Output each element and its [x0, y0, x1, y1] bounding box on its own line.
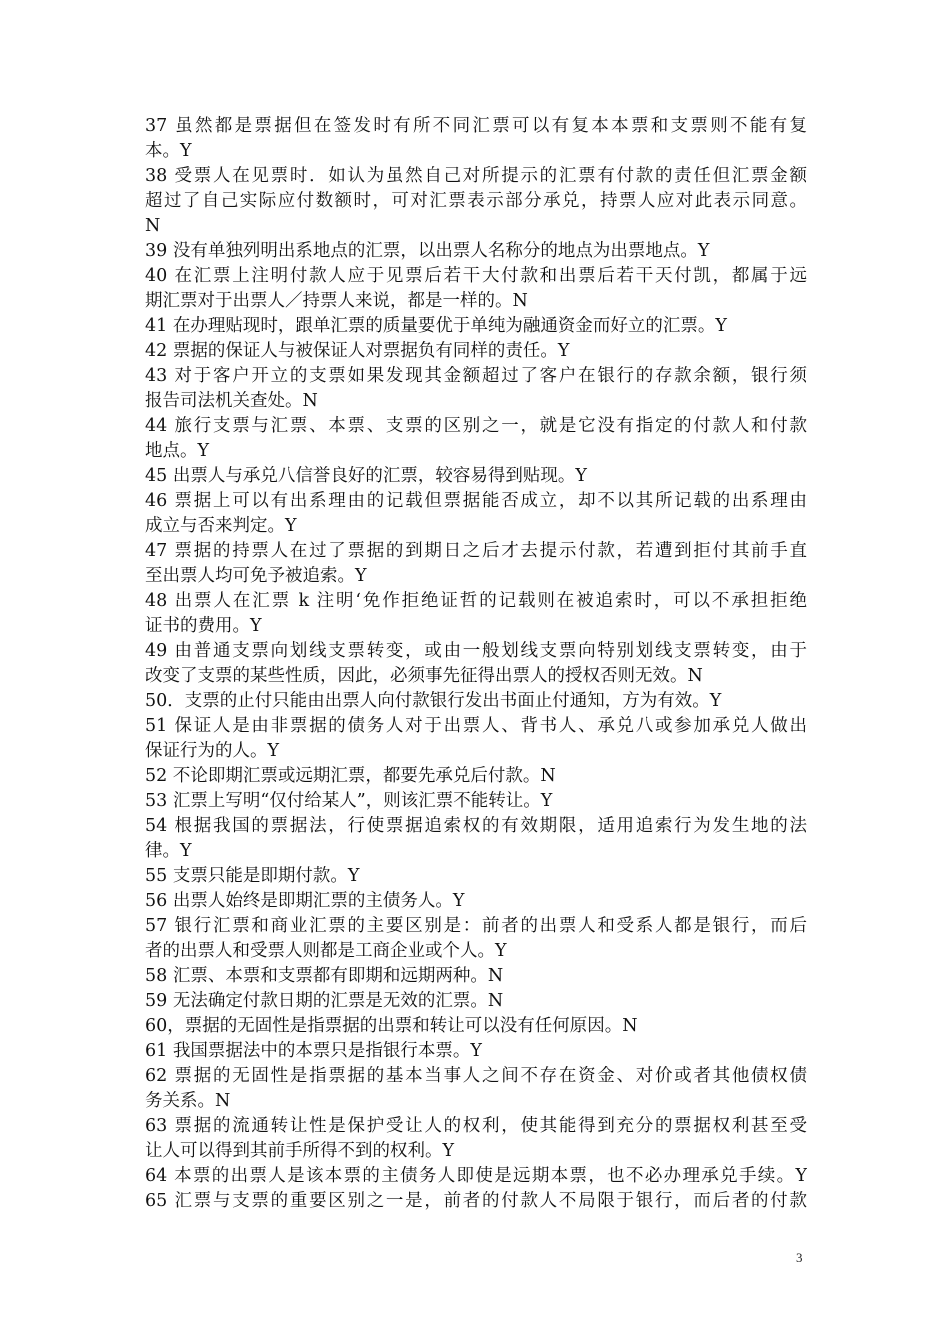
text-line: N [145, 216, 161, 236]
text-line: 62 票据的无固性是指票据的基本当事人之间不存在资金、对价或者其他债权债 [145, 1066, 807, 1086]
text-line: 55 支票只能是即期付款。Y [145, 866, 360, 886]
text-line: 60，票据的无固性是指票据的出票和转让可以没有任何原因。N [145, 1016, 638, 1036]
text-line: 49 由普通支票向划线支票转变，或由一般划线支票向特别划线支票转变，由于 [145, 641, 807, 661]
text-line: 保证行为的人。Y [145, 741, 280, 761]
text-line: 61 我国票据法中的本票只是指银行本票。Y [145, 1041, 482, 1061]
text-line: 53 汇票上写明“仅付给某人”，则该汇票不能转让。Y [145, 791, 553, 811]
text-line: 38 受票人在见票时．如认为虽然自己对所提示的汇票有付款的责任但汇票金额 [145, 166, 807, 186]
text-line: 41 在办理贴现时，跟单汇票的质量要优于单纯为融通资金而好立的汇票。Y [145, 316, 727, 336]
text-line: 64 本票的出票人是该本票的主债务人即使是远期本票，也不必办理承兑手续。Y [145, 1166, 807, 1186]
text-line: 至出票人均可免予被追索。Y [145, 566, 367, 586]
text-line: 律。Y [145, 841, 192, 861]
text-line: 58 汇票、本票和支票都有即期和远期两种。N [145, 966, 504, 986]
text-line: 48 出票人在汇票 k 注明‘免作拒绝证哲的记载则在被追索时，可以不承担拒绝 [145, 591, 807, 611]
text-line: 超过了自己实际应付数额时，可对汇票表示部分承兑，持票人应对此表示同意。 [145, 191, 807, 211]
text-line: 地点。Y [145, 441, 210, 461]
text-line: 54 根据我国的票据法，行使票据追索权的有效期限，适用追索行为发生地的法 [145, 816, 807, 836]
text-line: 37 虽然都是票据但在签发时有所不同汇票可以有复本本票和支票则不能有复 [145, 116, 807, 136]
text-line: 报告司法机关查处。N [145, 391, 318, 411]
text-line: 39 没有单独列明出系地点的汇票，以出票人名称分的地点为出票地点。Y [145, 241, 710, 261]
text-line: 证书的费用。Y [145, 616, 262, 636]
text-line: 43 对于客户开立的支票如果发现其金额超过了客户在银行的存款余额，银行须 [145, 366, 807, 386]
text-line: 务关系。N [145, 1091, 231, 1111]
text-line: 46 票据上可以有出系理由的记载但票据能否成立，却不以其所记载的出系理由 [145, 491, 807, 511]
text-line: 59 无法确定付款日期的汇票是无效的汇票。N [145, 991, 504, 1011]
text-line: 65 汇票与支票的重要区别之一是，前者的付款人不局限于银行，而后者的付款 [145, 1191, 807, 1211]
text-line: 期汇票对于出票人／持票人来说，都是一样的。N [145, 291, 528, 311]
text-line: 者的出票人和受票人则都是工商企业或个人。Y [145, 941, 507, 961]
text-line: 57 银行汇票和商业汇票的主要区别是：前者的出票人和受系人都是银行，而后 [145, 916, 807, 936]
text-line: 50．支票的止付只能由出票人向付款银行发出书面止付通知，方为有效。Y [145, 691, 722, 711]
text-line: 42 票据的保证人与被保证人对票据负有同样的责任。Y [145, 341, 570, 361]
text-line: 40 在汇票上注明付款人应于见票后若干大付款和出票后若干天付凯，都属于远 [145, 266, 807, 286]
text-line: 44 旅行支票与汇票、本票、支票的区别之一，就是它没有指定的付款人和付款 [145, 416, 807, 436]
text-line: 改变了支票的某些性质，因此，必须事先征得出票人的授权否则无效。N [145, 666, 703, 686]
text-line: 52 不论即期汇票或远期汇票，都要先承兑后付款。N [145, 766, 556, 786]
text-line: 让人可以得到其前手所得不到的权利。Y [145, 1141, 455, 1161]
page-number: 3 [796, 1250, 803, 1265]
document-body [145, 114, 807, 1214]
text-line: 45 出票人与承兑八信誉良好的汇票，较容易得到贴现。Y [145, 466, 587, 486]
text-line: 63 票据的流通转让性是保护受让人的权利，使其能得到充分的票据权利甚至受 [145, 1116, 807, 1136]
text-line: 47 票据的持票人在过了票据的到期日之后才去提示付款，若遭到拒付其前手直 [145, 541, 807, 561]
text-line: 本。Y [145, 141, 192, 161]
text-line: 成立与否来判定。Y [145, 516, 297, 536]
text-line: 51 保证人是由非票据的债务人对于出票人、背书人、承兑八或参加承兑人做出 [145, 716, 807, 736]
text-line: 56 出票人始终是即期汇票的主债务人。Y [145, 891, 465, 911]
